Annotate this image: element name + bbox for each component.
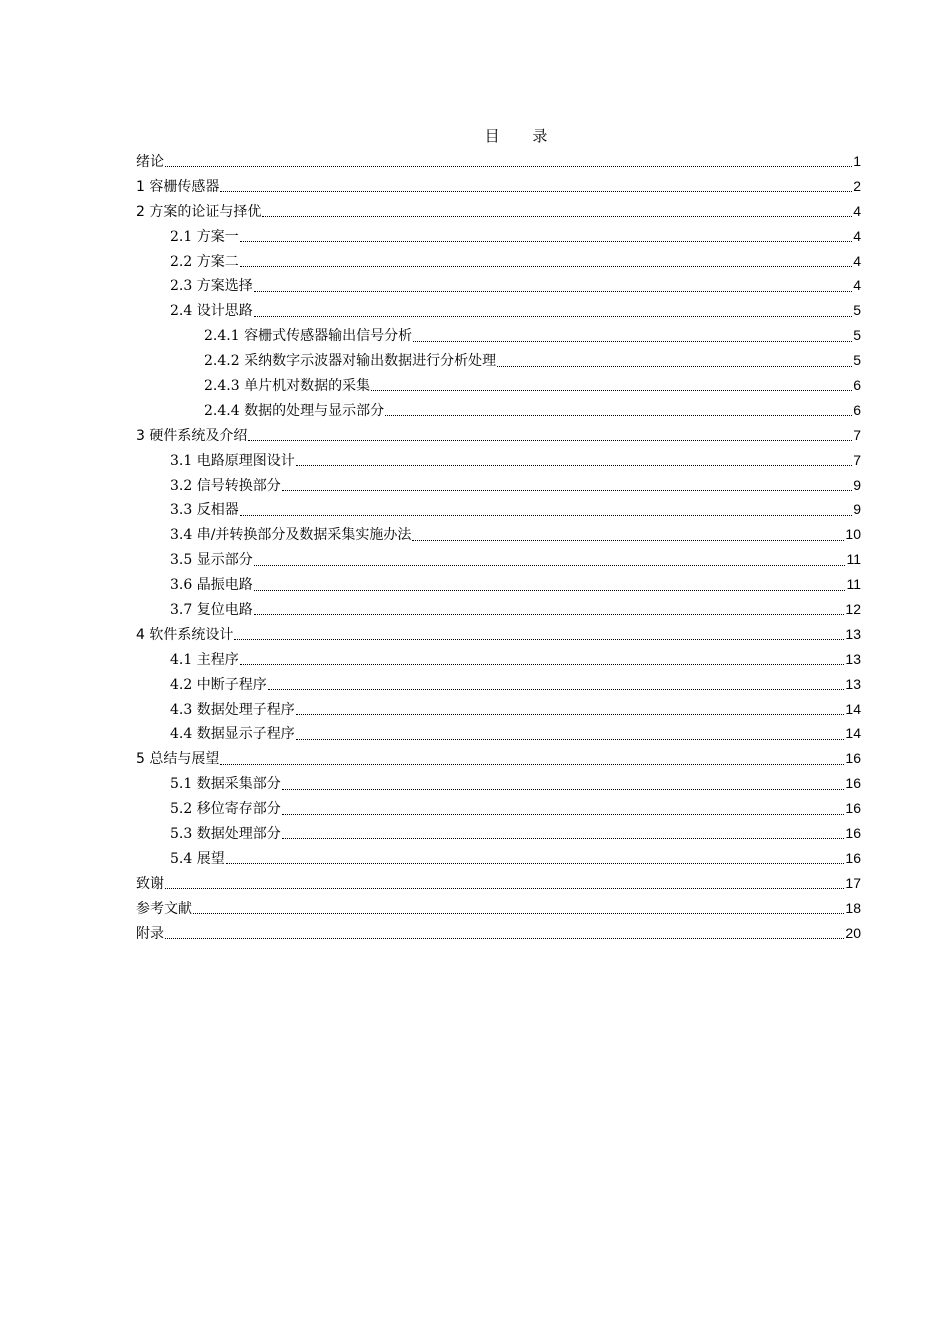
toc-entry-label: 5 总结与展望 (136, 751, 220, 768)
toc-leader-dots (296, 454, 852, 466)
toc-leader-dots (282, 778, 845, 790)
toc-leader-dots (193, 902, 844, 914)
toc-entry-label: 2.4.2 采纳数字示波器对输出数据进行分析处理 (204, 353, 497, 370)
toc-entry[interactable] (136, 224, 861, 249)
toc-entry-page-number: 7 (853, 451, 861, 468)
toc-entry-label: 4.3 数据处理子程序 (170, 701, 295, 718)
toc-entry-label: 5.4 展望 (170, 850, 225, 867)
toc-leader-dots (165, 155, 852, 167)
toc-entry-label: 3.4 串/并转换部分及数据采集实施办法 (170, 527, 412, 544)
toc-entry[interactable] (136, 896, 861, 921)
toc-entry[interactable] (136, 149, 861, 174)
toc-entry-label: 2.3 方案选择 (170, 278, 253, 295)
toc-entry-label: 2.4.4 数据的处理与显示部分 (204, 402, 385, 419)
toc-entry-label: 4.1 主程序 (170, 651, 239, 668)
toc-entry[interactable] (136, 373, 861, 398)
toc-leader-dots (497, 355, 852, 367)
toc-entry[interactable] (136, 672, 861, 697)
toc-entry-label: 2.4 设计思路 (170, 303, 253, 320)
toc-entry[interactable] (136, 622, 861, 647)
toc-entry[interactable] (136, 522, 861, 547)
toc-leader-dots (240, 653, 845, 665)
toc-leader-dots (165, 877, 844, 889)
toc-entry-page-number: 16 (845, 800, 861, 817)
toc-entry[interactable] (136, 721, 861, 746)
toc-entry-label: 3.2 信号转换部分 (170, 477, 281, 494)
toc-entry[interactable] (136, 597, 861, 622)
toc-leader-dots (268, 678, 845, 690)
toc-entry[interactable] (136, 323, 861, 348)
toc-leader-dots (254, 280, 852, 292)
toc-entry-page-number: 14 (845, 700, 861, 717)
toc-entry-page-number: 6 (853, 377, 861, 394)
toc-entry-label: 2.2 方案二 (170, 253, 239, 270)
toc-list (136, 149, 861, 946)
toc-entry-label: 5.3 数据处理部分 (170, 826, 281, 843)
toc-entry-page-number: 16 (845, 849, 861, 866)
toc-entry-label: 4.4 数据显示子程序 (170, 726, 295, 743)
toc-entry-label: 3 硬件系统及介绍 (136, 427, 248, 444)
toc-entry-label: 4.2 中断子程序 (170, 676, 267, 693)
toc-leader-dots (254, 579, 846, 591)
toc-entry-page-number: 16 (845, 750, 861, 767)
toc-entry-page-number: 5 (853, 327, 861, 344)
toc-entry-label: 2.1 方案一 (170, 228, 239, 245)
toc-leader-dots (262, 205, 852, 217)
toc-entry-page-number: 20 (845, 924, 861, 941)
toc-entry-label: 2.4.3 单片机对数据的采集 (204, 378, 371, 395)
toc-entry-page-number: 7 (853, 426, 861, 443)
toc-entry-page-number: 4 (853, 227, 861, 244)
toc-entry-label: 3.6 晶振电路 (170, 577, 253, 594)
toc-entry-label: 5.2 移位寄存部分 (170, 801, 281, 818)
toc-entry-label: 1 容栅传感器 (136, 178, 220, 195)
toc-entry-page-number: 9 (853, 476, 861, 493)
toc-entry-label: 2 方案的论证与择优 (136, 203, 262, 220)
toc-entry[interactable] (136, 448, 861, 473)
toc-leader-dots (248, 429, 852, 441)
toc-entry-page-number: 2 (853, 177, 861, 194)
toc-entry[interactable] (136, 199, 861, 224)
toc-entry[interactable] (136, 846, 861, 871)
toc-entry[interactable] (136, 871, 861, 896)
toc-entry-label: 致谢 (136, 875, 164, 892)
toc-entry-label: 4 软件系统设计 (136, 626, 234, 643)
toc-entry-page-number: 4 (853, 277, 861, 294)
toc-entry-page-number: 1 (853, 153, 861, 169)
toc-leader-dots (282, 803, 845, 815)
toc-entry-page-number: 10 (845, 526, 861, 543)
toc-leader-dots (254, 305, 852, 317)
toc-title: 目 录 (484, 127, 562, 145)
toc-entry-label: 3.7 复位电路 (170, 602, 253, 619)
toc-leader-dots (226, 852, 845, 864)
toc-entry-label: 5.1 数据采集部分 (170, 776, 281, 793)
toc-entry-label: 3.5 显示部分 (170, 552, 253, 569)
toc-entry[interactable] (136, 746, 861, 771)
toc-entry-label: 参考文献 (136, 900, 192, 917)
toc-entry[interactable] (136, 697, 861, 722)
toc-entry-page-number: 4 (853, 252, 861, 269)
toc-leader-dots (385, 404, 852, 416)
toc-leader-dots (240, 504, 852, 516)
toc-entry-page-number: 12 (845, 601, 861, 618)
toc-entry-page-number: 6 (853, 401, 861, 418)
toc-entry-page-number: 13 (845, 650, 861, 667)
toc-leader-dots (413, 330, 852, 342)
toc-entry[interactable] (136, 921, 861, 946)
toc-leader-dots (254, 603, 845, 615)
toc-entry-page-number: 5 (853, 302, 861, 319)
toc-leader-dots (296, 728, 845, 740)
toc-entry[interactable] (136, 547, 861, 572)
toc-entry[interactable] (136, 497, 861, 522)
toc-entry[interactable] (136, 249, 861, 274)
toc-leader-dots (282, 479, 852, 491)
toc-entry-label: 3.1 电路原理图设计 (170, 452, 295, 469)
toc-entry-page-number: 16 (845, 775, 861, 792)
toc-leader-dots (282, 827, 845, 839)
toc-entry-page-number: 18 (845, 899, 861, 916)
toc-entry-page-number: 9 (853, 501, 861, 518)
toc-entry[interactable] (136, 647, 861, 672)
toc-entry[interactable] (136, 423, 861, 448)
toc-entry-label: 附录 (136, 925, 164, 942)
toc-entry-page-number: 16 (845, 825, 861, 842)
toc-leader-dots (412, 529, 844, 541)
toc-entry[interactable] (136, 174, 861, 199)
toc-entry[interactable] (136, 298, 861, 323)
toc-leader-dots (234, 628, 844, 640)
toc-entry-label: 3.3 反相器 (170, 502, 239, 519)
toc-entry[interactable] (136, 572, 861, 597)
toc-leader-dots (371, 379, 852, 391)
toc-leader-dots (254, 554, 846, 566)
toc-entry-label: 2.4.1 容栅式传感器输出信号分析 (204, 328, 413, 345)
toc-leader-dots (220, 180, 852, 192)
toc-entry-page-number: 13 (845, 675, 861, 692)
toc-entry-page-number: 17 (845, 874, 861, 891)
toc-entry-page-number: 14 (845, 725, 861, 742)
toc-entry-label: 绪论 (136, 154, 164, 170)
toc-entry-page-number: 11 (846, 551, 861, 568)
toc-leader-dots (296, 703, 845, 715)
toc-leader-dots (240, 255, 852, 267)
toc-entry-page-number: 5 (853, 352, 861, 369)
toc-entry[interactable] (136, 398, 861, 423)
toc-entry[interactable] (136, 796, 861, 821)
toc-entry[interactable] (136, 771, 861, 796)
toc-entry-page-number: 13 (845, 625, 861, 642)
toc-entry-page-number: 4 (853, 202, 861, 219)
toc-entry[interactable] (136, 348, 861, 373)
toc-leader-dots (240, 230, 852, 242)
toc-entry[interactable] (136, 273, 861, 298)
toc-entry[interactable] (136, 473, 861, 498)
toc-entry[interactable] (136, 821, 861, 846)
toc-leader-dots (220, 753, 844, 765)
toc-entry-page-number: 11 (846, 576, 861, 593)
toc-leader-dots (165, 927, 844, 939)
